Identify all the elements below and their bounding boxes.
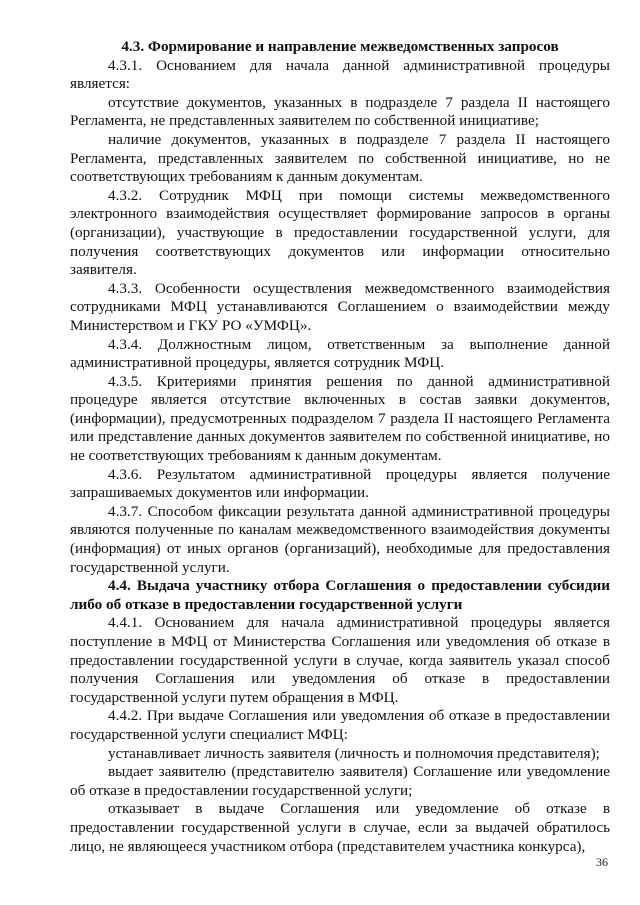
paragraph-4-3-4: 4.3.4. Должностным лицом, ответственным за выполнение данной административной процедуры, является сотрудник МФЦ. [70, 335, 610, 372]
paragraph-4-3-5: 4.3.5. Критериями принятия решения по данной административной процедуре является отсутствие включенных в состав заявки документов, (информации), предусмотренных подразделом 7 раздела II настоящего Регламента или представление данных документов заявителем по собственной инициативе, но не соответствующих требованиям к данным документам. [70, 372, 610, 465]
paragraph-identify-applicant: устанавливает личность заявителя (личность и полномочия представителя); [108, 744, 600, 762]
paragraph-issue-agreement: выдает заявителю (представителю заявителя) Соглашение или уведомление об отказе в предоставлении государственной услуги; [70, 763, 610, 799]
section-heading-4-3: 4.3. Формирование и направление межведомственных запросов [121, 38, 559, 55]
paragraph-4-3-2: 4.3.2. Сотрудник МФЦ при помощи системы межведомственного электронного взаимодействия осуществляет формирование запросов в органы (организации), участвующие в предоставлении государственной услуги, для получения соответствующих документов или информации относительно заявителя. [70, 186, 610, 279]
section-heading-4-4: 4.4. Выдача участнику отбора Соглашения о предоставлении субсидии либо об отказе в предоставлении государственной услуги [70, 577, 610, 613]
paragraph-4-3-6: 4.3.6. Результатом административной процедуры является получение запрашиваемых документов или информации. [70, 465, 610, 502]
paragraph-presence-of-documents: наличие документов, указанных в подразделе 7 раздела II настоящего Регламента, представленных заявителем по собственной инициативе, но не соответствующих требованиям к данным документам. [70, 130, 610, 186]
page-number: 36 [596, 855, 608, 869]
paragraph-absence-of-documents: отсутствие документов, указанных в подразделе 7 раздела II настоящего Регламента, не представленных заявителем по собственной инициативе; [70, 93, 610, 130]
paragraph-4-4-2: 4.4.2. При выдаче Соглашения или уведомления об отказе в предоставлении государственной услуги специалист МФЦ: [70, 707, 610, 743]
paragraph-4-3-7: 4.3.7. Способом фиксации результата данной административной процедуры являются полученные по каналам межведомственного взаимодействия документы (информация) от иных органов (организаций), необходимые для предоставления государственной услуги. [70, 502, 610, 576]
paragraph-4-3-3: 4.3.3. Особенности осуществления межведомственного взаимодействия сотрудниками МФЦ устанавливаются Соглашением о взаимодействии между Министерством и ГКУ РО «УМФЦ». [70, 279, 610, 334]
paragraph-refuse-issue: отказывает в выдаче Соглашения или уведомление об отказе в предоставлении государственной услуги в случае, если за выдачей обратилось лицо, не являющееся участником отбора (представителем участника конкурса), [70, 800, 610, 855]
paragraph-4-3-1: 4.3.1. Основанием для начала данной административной процедуры является: [70, 56, 610, 93]
paragraph-4-4-1: 4.4.1. Основанием для начала административной процедуры является поступление в МФЦ от Министерства Соглашения или уведомления об отказе в предоставлении государственной услуги в случае, когда заявитель указал способ получения Соглашения или уведомления об отказе в предоставлении государственной услуги путем обращения в МФЦ. [70, 614, 610, 706]
document-page [70, 38, 610, 856]
